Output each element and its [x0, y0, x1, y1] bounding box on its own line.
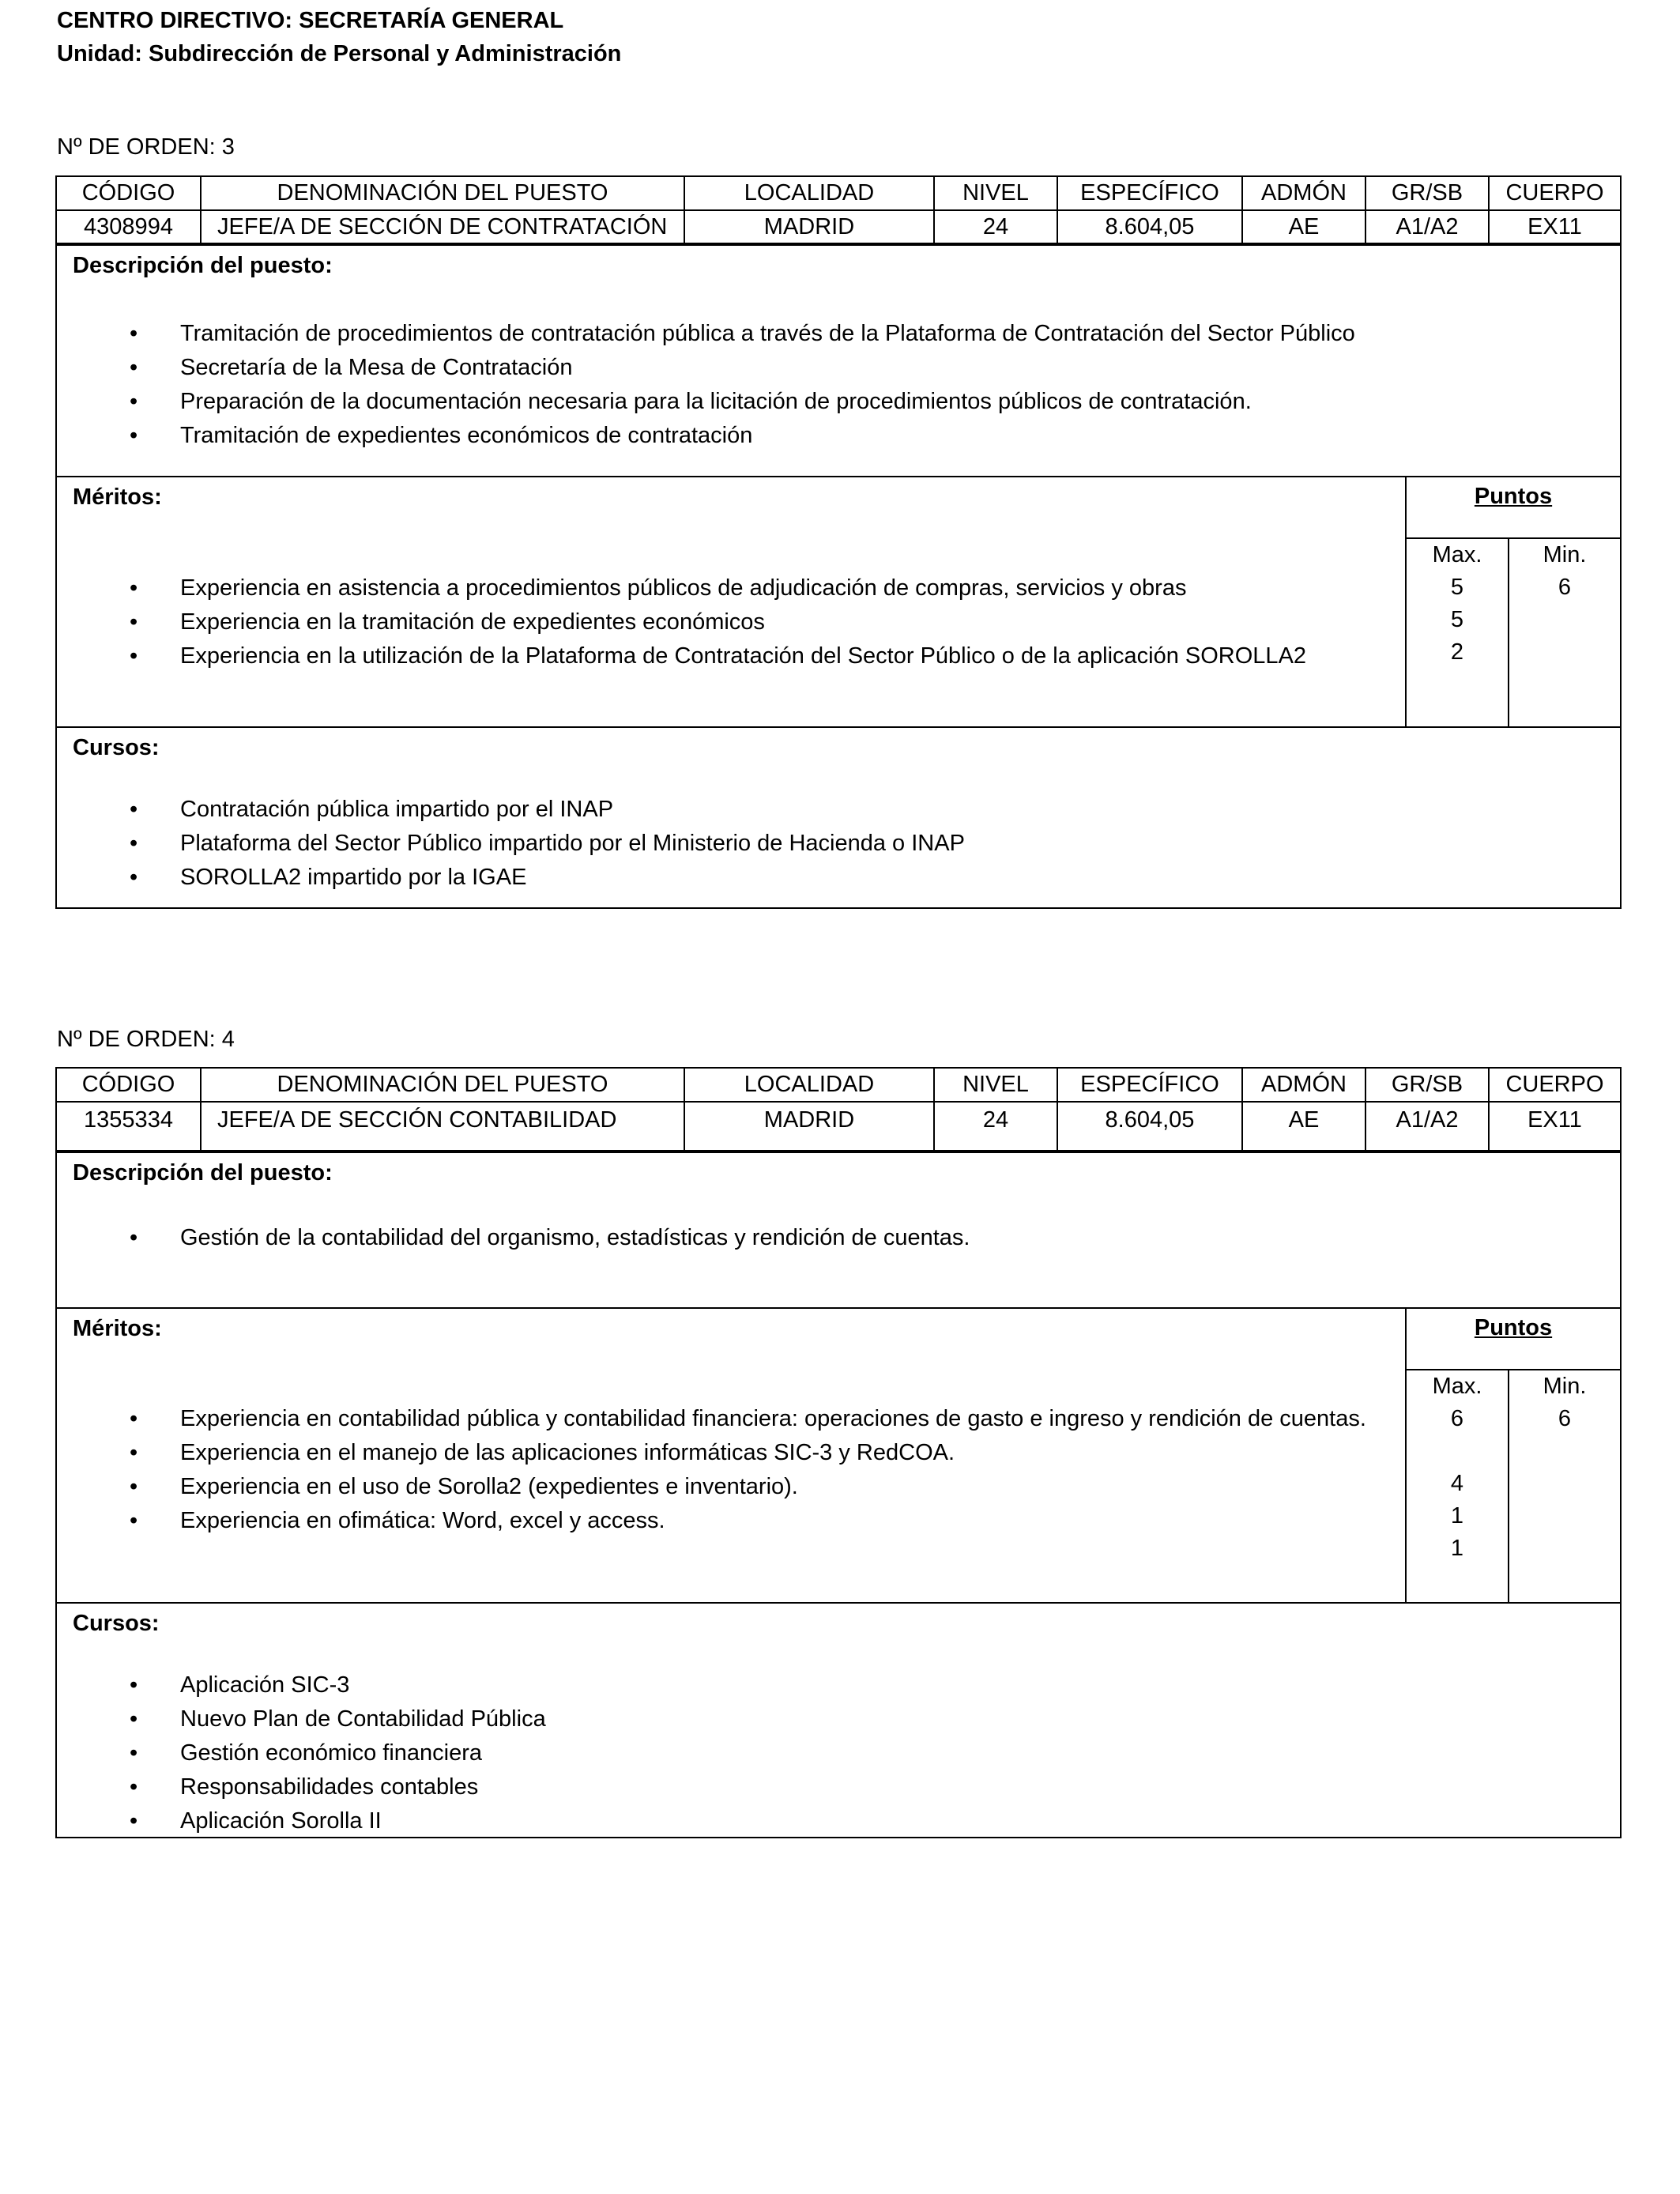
- cursos-title: Cursos:: [73, 735, 160, 760]
- col-grsb-header: GR/SB: [1365, 1069, 1489, 1102]
- max-value: 5: [1450, 607, 1464, 632]
- col-nivel-header: NIVEL: [934, 177, 1057, 210]
- min-value: 6: [1558, 575, 1572, 600]
- codigo-cell: 4308994: [57, 210, 201, 243]
- bullet-icon: •: [130, 643, 138, 669]
- min-value: 6: [1558, 1406, 1572, 1431]
- puntos-panel: [1405, 477, 1620, 726]
- col-codigo-header: CÓDIGO: [57, 1069, 201, 1102]
- cursos-title: Cursos:: [73, 1611, 160, 1636]
- bullet-icon: •: [130, 1440, 138, 1465]
- admon-cell: AE: [1242, 1102, 1365, 1151]
- max-spacer: [1407, 1435, 1508, 1468]
- localidad-cell: MADRID: [684, 1102, 934, 1151]
- puntos-panel: [1405, 1309, 1620, 1602]
- bullet-icon: •: [130, 1406, 138, 1431]
- col-localidad-header: LOCALIDAD: [684, 1069, 934, 1102]
- table-header-row: [57, 177, 1620, 210]
- max-value: 5: [1450, 575, 1464, 600]
- cursos-list: [57, 1668, 546, 1838]
- min-label: Min.: [1543, 1374, 1587, 1399]
- meritos-title: Méritos:: [73, 1316, 162, 1341]
- list-item: • Gestión económico financiera: [57, 1736, 546, 1770]
- col-admon-header: ADMÓN: [1242, 177, 1365, 210]
- col-admon-header: ADMÓN: [1242, 1069, 1365, 1102]
- max-value: 1: [1450, 1503, 1464, 1529]
- puntos-max-column: [1407, 1370, 1509, 1602]
- especifico-cell: 8.604,05: [1057, 210, 1242, 243]
- position-card: [55, 175, 1622, 909]
- bullet-icon: •: [130, 831, 138, 856]
- descripcion-list: [57, 1221, 970, 1255]
- grsb-cell: A1/A2: [1365, 210, 1489, 243]
- cuerpo-cell: EX11: [1489, 210, 1620, 243]
- bullet-icon: •: [130, 609, 138, 635]
- meritos-section: [57, 476, 1620, 726]
- cursos-list: [57, 793, 965, 895]
- position-table: [57, 1069, 1620, 1152]
- list-item: • Experiencia en el manejo de las aplicaciones informáticas SIC-3 y RedCOA.: [57, 1436, 1413, 1470]
- max-label: Max.: [1432, 542, 1482, 567]
- denominacion-cell: JEFE/A DE SECCIÓN DE CONTRATACIÓN: [201, 210, 684, 243]
- descripcion-title: Descripción del puesto:: [73, 253, 333, 278]
- codigo-cell: 1355334: [57, 1102, 201, 1151]
- list-item: • Preparación de la documentación necesaria para la licitación de procedimientos públicos de contratación.: [57, 385, 1355, 419]
- list-item: • Aplicación SIC-3: [57, 1668, 546, 1702]
- list-item: • Secretaría de la Mesa de Contratación: [57, 351, 1355, 385]
- col-nivel-header: NIVEL: [934, 1069, 1057, 1102]
- bullet-icon: •: [130, 321, 138, 346]
- max-label: Max.: [1432, 1374, 1482, 1399]
- max-value: 2: [1450, 639, 1464, 665]
- bullet-icon: •: [130, 423, 138, 448]
- max-value: 6: [1450, 1406, 1464, 1431]
- orden-number: Nº DE ORDEN: 4: [57, 1027, 235, 1052]
- list-item: • Plataforma del Sector Público impartido por el Ministerio de Hacienda o INAP: [57, 827, 965, 861]
- descripcion-section: [57, 244, 1620, 476]
- grsb-cell: A1/A2: [1365, 1102, 1489, 1151]
- list-item: • Experiencia en la tramitación de expedientes económicos: [57, 605, 1306, 639]
- descripcion-title: Descripción del puesto:: [73, 1160, 333, 1186]
- list-item: • Experiencia en el uso de Sorolla2 (expedientes e inventario).: [57, 1470, 1413, 1504]
- list-item: • Nuevo Plan de Contabilidad Pública: [57, 1702, 546, 1736]
- col-grsb-header: GR/SB: [1365, 177, 1489, 210]
- position-card: [55, 1067, 1622, 1838]
- col-especifico-header: ESPECÍFICO: [1057, 177, 1242, 210]
- table-header-row: [57, 1069, 1620, 1102]
- puntos-title: Puntos: [1407, 1309, 1620, 1370]
- col-especifico-header: ESPECÍFICO: [1057, 1069, 1242, 1102]
- bullet-icon: •: [130, 575, 138, 601]
- puntos-title: Puntos: [1407, 477, 1620, 539]
- meritos-section: [57, 1307, 1620, 1602]
- list-item: • Experiencia en la utilización de la Plataforma de Contratación del Sector Público o de la aplicación SOROLLA2: [57, 639, 1306, 673]
- col-cuerpo-header: CUERPO: [1489, 1069, 1620, 1102]
- bullet-icon: •: [130, 1706, 138, 1732]
- table-row: [57, 1102, 1620, 1151]
- denominacion-cell: JEFE/A DE SECCIÓN CONTABILIDAD: [201, 1102, 684, 1151]
- bullet-icon: •: [130, 389, 138, 414]
- col-localidad-header: LOCALIDAD: [684, 177, 934, 210]
- nivel-cell: 24: [934, 210, 1057, 243]
- list-item: • Experiencia en ofimática: Word, excel y access.: [57, 1504, 1413, 1538]
- bullet-icon: •: [130, 797, 138, 822]
- col-cuerpo-header: CUERPO: [1489, 177, 1620, 210]
- cuerpo-cell: EX11: [1489, 1102, 1620, 1151]
- nivel-cell: 24: [934, 1102, 1057, 1151]
- list-item: • Tramitación de expedientes económicos de contratación: [57, 419, 1355, 453]
- col-codigo-header: CÓDIGO: [57, 177, 201, 210]
- col-denominacion-header: DENOMINACIÓN DEL PUESTO: [201, 1069, 684, 1102]
- puntos-max-column: [1407, 539, 1509, 726]
- bullet-icon: •: [130, 1474, 138, 1499]
- localidad-cell: MADRID: [684, 210, 934, 243]
- cursos-section: [57, 726, 1620, 908]
- unidad: Unidad: Subdirección de Personal y Administración: [57, 41, 622, 66]
- list-item: • Experiencia en asistencia a procedimientos públicos de adjudicación de compras, servicios y obras: [57, 571, 1306, 605]
- bullet-icon: •: [130, 865, 138, 890]
- puntos-min-column: [1509, 1370, 1620, 1602]
- min-label: Min.: [1543, 542, 1587, 567]
- bullet-icon: •: [130, 1740, 138, 1766]
- max-value: 1: [1450, 1536, 1464, 1561]
- list-item: • Aplicación Sorolla II: [57, 1804, 546, 1838]
- bullet-icon: •: [130, 1508, 138, 1533]
- especifico-cell: 8.604,05: [1057, 1102, 1242, 1151]
- col-denominacion-header: DENOMINACIÓN DEL PUESTO: [201, 177, 684, 210]
- orden-number: Nº DE ORDEN: 3: [57, 134, 235, 160]
- bullet-icon: •: [130, 1225, 138, 1250]
- table-row: [57, 210, 1620, 243]
- bullet-icon: •: [130, 1774, 138, 1800]
- position-table: [57, 177, 1620, 244]
- bullet-icon: •: [130, 1808, 138, 1834]
- list-item: • SOROLLA2 impartido por la IGAE: [57, 861, 965, 895]
- max-value: 4: [1450, 1471, 1464, 1496]
- meritos-list: [57, 1402, 1413, 1538]
- list-item: • Contratación pública impartido por el INAP: [57, 793, 965, 827]
- meritos-title: Méritos:: [73, 484, 162, 510]
- centro-directivo: CENTRO DIRECTIVO: SECRETARÍA GENERAL: [57, 8, 564, 33]
- descripcion-section: [57, 1152, 1620, 1307]
- list-item: • Gestión de la contabilidad del organismo, estadísticas y rendición de cuentas.: [57, 1221, 970, 1255]
- cursos-section: [57, 1602, 1620, 1838]
- descripcion-list: [57, 317, 1355, 453]
- bullet-icon: •: [130, 355, 138, 380]
- meritos-list: [57, 571, 1306, 673]
- list-item: • Tramitación de procedimientos de contratación pública a través de la Plataforma de Contratación del Sector Público: [57, 317, 1355, 351]
- puntos-min-column: [1509, 539, 1620, 726]
- list-item: • Experiencia en contabilidad pública y contabilidad financiera: operaciones de gasto e ingreso y rendición de cuentas.: [57, 1402, 1413, 1436]
- admon-cell: AE: [1242, 210, 1365, 243]
- bullet-icon: •: [130, 1672, 138, 1698]
- list-item: • Responsabilidades contables: [57, 1770, 546, 1804]
